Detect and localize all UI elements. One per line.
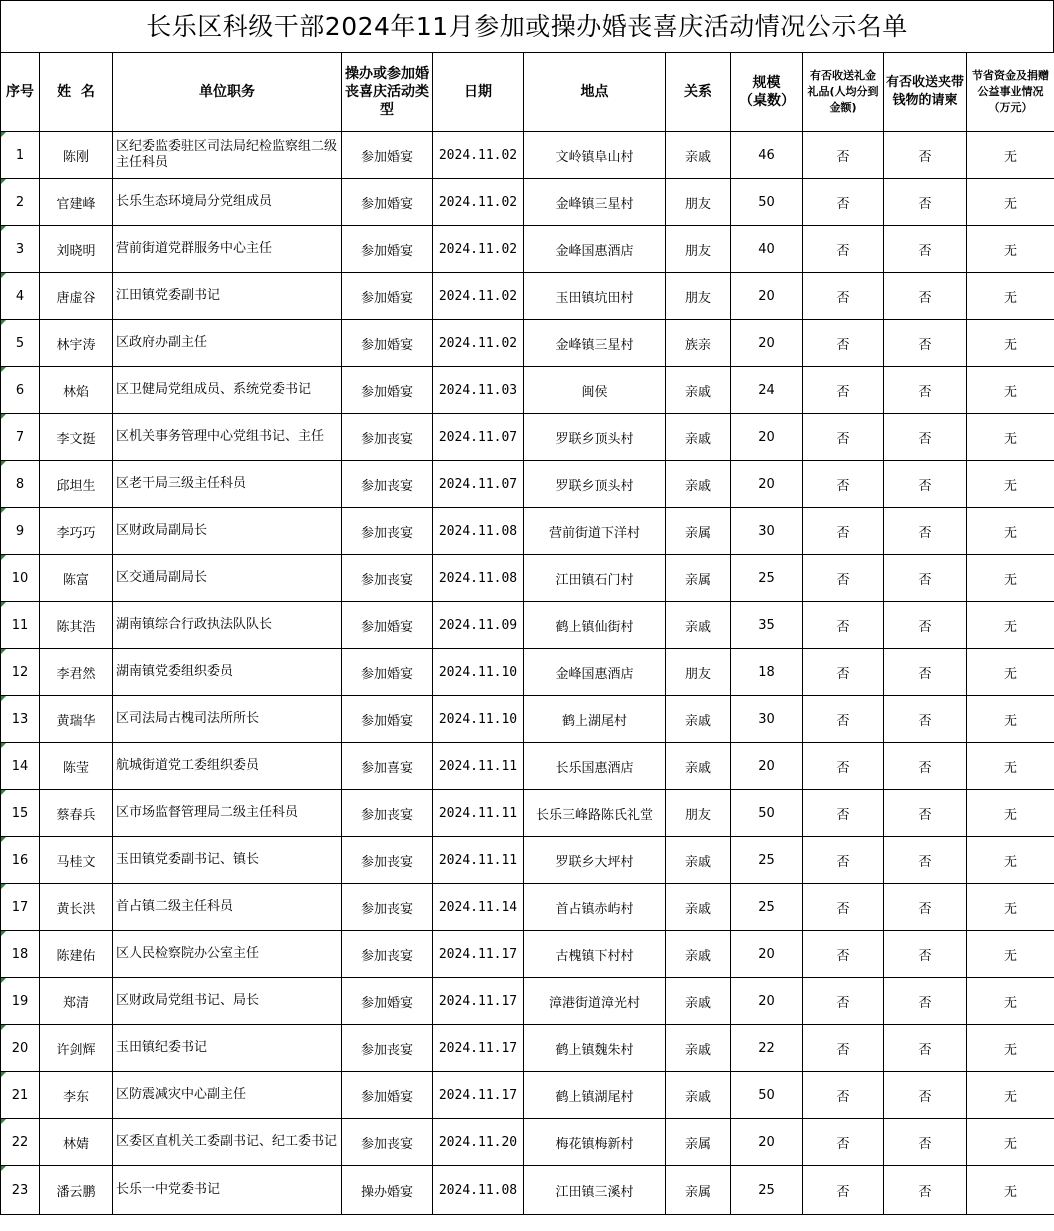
cell-relation: 亲戚 bbox=[666, 461, 731, 508]
cell-name: 官建峰 bbox=[40, 179, 113, 226]
table-row bbox=[1, 508, 1054, 555]
cell-money: 否 bbox=[884, 555, 967, 602]
cell-name: 陈建佑 bbox=[40, 931, 113, 978]
cell-scale: 20 bbox=[731, 1119, 803, 1166]
cell-name: 唐虚谷 bbox=[40, 273, 113, 320]
cell-savings: 无 bbox=[967, 1166, 1054, 1215]
cell-type: 参加婚宴 bbox=[342, 226, 433, 273]
cell-savings: 无 bbox=[967, 273, 1054, 320]
cell-gift: 否 bbox=[803, 884, 884, 931]
cell-money: 否 bbox=[884, 414, 967, 461]
cell-location: 长乐三峰路陈氏礼堂 bbox=[524, 790, 666, 837]
header-gift: 有否收送礼金礼品(人均分到金额) bbox=[803, 53, 884, 132]
cell-index: 5 bbox=[1, 320, 40, 367]
cell-position: 长乐一中党委书记 bbox=[113, 1166, 342, 1215]
table-row bbox=[1, 696, 1054, 743]
cell-name: 李文挺 bbox=[40, 414, 113, 461]
cell-date: 2024.11.08 bbox=[433, 555, 524, 602]
cell-relation: 亲戚 bbox=[666, 1025, 731, 1072]
cell-relation: 朋友 bbox=[666, 273, 731, 320]
cell-position: 区老干局三级主任科员 bbox=[113, 461, 342, 508]
cell-name: 潘云鹏 bbox=[40, 1166, 113, 1215]
cell-location: 罗联乡顶头村 bbox=[524, 461, 666, 508]
cell-index: 17 bbox=[1, 884, 40, 931]
table-row bbox=[1, 649, 1054, 696]
cell-gift: 否 bbox=[803, 461, 884, 508]
table-row bbox=[1, 367, 1054, 414]
cell-position: 区财政局党组书记、局长 bbox=[113, 978, 342, 1025]
table-row bbox=[1, 1166, 1054, 1215]
cell-relation: 亲戚 bbox=[666, 132, 731, 179]
cell-relation: 亲戚 bbox=[666, 978, 731, 1025]
cell-location: 鹤上镇湖尾村 bbox=[524, 1072, 666, 1119]
cell-relation: 朋友 bbox=[666, 790, 731, 837]
cell-date: 2024.11.17 bbox=[433, 1025, 524, 1072]
cell-date: 2024.11.02 bbox=[433, 273, 524, 320]
cell-index: 10 bbox=[1, 555, 40, 602]
cell-index: 4 bbox=[1, 273, 40, 320]
cell-date: 2024.11.07 bbox=[433, 414, 524, 461]
cell-position: 长乐生态环境局分党组成员 bbox=[113, 179, 342, 226]
table-row bbox=[1, 602, 1054, 649]
cell-type: 参加丧宴 bbox=[342, 837, 433, 884]
cell-name: 李君然 bbox=[40, 649, 113, 696]
cell-date: 2024.11.02 bbox=[433, 320, 524, 367]
cell-money: 否 bbox=[884, 743, 967, 790]
cell-type: 参加丧宴 bbox=[342, 884, 433, 931]
cell-position: 玉田镇纪委书记 bbox=[113, 1025, 342, 1072]
cell-position: 湖南镇综合行政执法队队长 bbox=[113, 602, 342, 649]
cell-scale: 20 bbox=[731, 273, 803, 320]
cell-index: 3 bbox=[1, 226, 40, 273]
cell-savings: 无 bbox=[967, 320, 1054, 367]
cell-position: 区市场监督管理局二级主任科员 bbox=[113, 790, 342, 837]
cell-money: 否 bbox=[884, 179, 967, 226]
page-title: 长乐区科级干部2024年11月参加或操办婚丧喜庆活动情况公示名单 bbox=[0, 0, 1054, 52]
cell-location: 罗联乡大坪村 bbox=[524, 837, 666, 884]
cell-gift: 否 bbox=[803, 649, 884, 696]
cell-date: 2024.11.11 bbox=[433, 837, 524, 884]
cell-location: 梅花镇梅新村 bbox=[524, 1119, 666, 1166]
cell-gift: 否 bbox=[803, 1025, 884, 1072]
cell-savings: 无 bbox=[967, 790, 1054, 837]
cell-location: 首占镇赤屿村 bbox=[524, 884, 666, 931]
cell-money: 否 bbox=[884, 1166, 967, 1215]
cell-index: 7 bbox=[1, 414, 40, 461]
cell-savings: 无 bbox=[967, 179, 1054, 226]
cell-location: 文岭镇阜山村 bbox=[524, 132, 666, 179]
cell-money: 否 bbox=[884, 320, 967, 367]
cell-gift: 否 bbox=[803, 367, 884, 414]
cell-position: 区委区直机关工委副书记、纪工委书记 bbox=[113, 1119, 342, 1166]
cell-position: 区交通局副局长 bbox=[113, 555, 342, 602]
table-row bbox=[1, 555, 1054, 602]
cell-savings: 无 bbox=[967, 978, 1054, 1025]
cell-relation: 亲戚 bbox=[666, 1072, 731, 1119]
cell-scale: 50 bbox=[731, 790, 803, 837]
header-index: 序号 bbox=[1, 53, 40, 132]
cell-money: 否 bbox=[884, 884, 967, 931]
cell-name: 马桂文 bbox=[40, 837, 113, 884]
cell-name: 李东 bbox=[40, 1072, 113, 1119]
cell-location: 古槐镇下村村 bbox=[524, 931, 666, 978]
cell-type: 参加婚宴 bbox=[342, 1072, 433, 1119]
cell-position: 湖南镇党委组织委员 bbox=[113, 649, 342, 696]
cell-scale: 25 bbox=[731, 1166, 803, 1215]
cell-date: 2024.11.17 bbox=[433, 1072, 524, 1119]
cell-money: 否 bbox=[884, 1072, 967, 1119]
cell-type: 参加丧宴 bbox=[342, 790, 433, 837]
cell-money: 否 bbox=[884, 696, 967, 743]
cell-scale: 50 bbox=[731, 179, 803, 226]
cell-name: 陈其浩 bbox=[40, 602, 113, 649]
cell-index: 14 bbox=[1, 743, 40, 790]
cell-gift: 否 bbox=[803, 790, 884, 837]
table-header-row bbox=[1, 53, 1054, 132]
cell-scale: 20 bbox=[731, 414, 803, 461]
cell-position: 首占镇二级主任科员 bbox=[113, 884, 342, 931]
table-row bbox=[1, 1072, 1054, 1119]
cell-date: 2024.11.11 bbox=[433, 790, 524, 837]
cell-index: 20 bbox=[1, 1025, 40, 1072]
cell-name: 许剑辉 bbox=[40, 1025, 113, 1072]
cell-money: 否 bbox=[884, 367, 967, 414]
cell-position: 航城街道党工委组织委员 bbox=[113, 743, 342, 790]
cell-relation: 亲属 bbox=[666, 508, 731, 555]
cell-position: 区司法局古槐司法所所长 bbox=[113, 696, 342, 743]
cell-gift: 否 bbox=[803, 1072, 884, 1119]
cell-type: 参加丧宴 bbox=[342, 1025, 433, 1072]
cell-name: 陈刚 bbox=[40, 132, 113, 179]
cell-date: 2024.11.10 bbox=[433, 649, 524, 696]
cell-scale: 25 bbox=[731, 884, 803, 931]
cell-savings: 无 bbox=[967, 743, 1054, 790]
cell-location: 江田镇三溪村 bbox=[524, 1166, 666, 1215]
cell-index: 23 bbox=[1, 1166, 40, 1215]
cell-money: 否 bbox=[884, 461, 967, 508]
table-row bbox=[1, 132, 1054, 179]
cell-location: 金峰镇三星村 bbox=[524, 179, 666, 226]
cell-index: 2 bbox=[1, 179, 40, 226]
table-row bbox=[1, 320, 1054, 367]
cell-gift: 否 bbox=[803, 320, 884, 367]
cell-location: 营前街道下洋村 bbox=[524, 508, 666, 555]
cell-scale: 30 bbox=[731, 696, 803, 743]
table-row bbox=[1, 790, 1054, 837]
cell-position: 区卫健局党组成员、系统党委书记 bbox=[113, 367, 342, 414]
table-row bbox=[1, 226, 1054, 273]
cell-index: 1 bbox=[1, 132, 40, 179]
cell-name: 陈富 bbox=[40, 555, 113, 602]
header-date: 日期 bbox=[433, 53, 524, 132]
cell-type: 参加丧宴 bbox=[342, 461, 433, 508]
cell-money: 否 bbox=[884, 273, 967, 320]
cell-scale: 35 bbox=[731, 602, 803, 649]
header-scale: 规模（桌数） bbox=[731, 53, 803, 132]
table-row bbox=[1, 743, 1054, 790]
cell-scale: 20 bbox=[731, 978, 803, 1025]
header-money: 有否收送夹带钱物的请柬 bbox=[884, 53, 967, 132]
cell-position: 营前街道党群服务中心主任 bbox=[113, 226, 342, 273]
cell-savings: 无 bbox=[967, 414, 1054, 461]
cell-date: 2024.11.08 bbox=[433, 508, 524, 555]
cell-money: 否 bbox=[884, 978, 967, 1025]
table-row bbox=[1, 179, 1054, 226]
cell-money: 否 bbox=[884, 602, 967, 649]
cell-relation: 亲戚 bbox=[666, 884, 731, 931]
cell-money: 否 bbox=[884, 649, 967, 696]
cell-money: 否 bbox=[884, 132, 967, 179]
cell-name: 郑清 bbox=[40, 978, 113, 1025]
cell-relation: 亲戚 bbox=[666, 931, 731, 978]
cell-name: 蔡春兵 bbox=[40, 790, 113, 837]
cell-position: 玉田镇党委副书记、镇长 bbox=[113, 837, 342, 884]
cell-position: 区政府办副主任 bbox=[113, 320, 342, 367]
cell-location: 金峰镇三星村 bbox=[524, 320, 666, 367]
header-name: 姓 名 bbox=[40, 53, 113, 132]
cell-savings: 无 bbox=[967, 1072, 1054, 1119]
cell-type: 参加丧宴 bbox=[342, 931, 433, 978]
cell-gift: 否 bbox=[803, 414, 884, 461]
cell-date: 2024.11.08 bbox=[433, 1166, 524, 1215]
table-row bbox=[1, 837, 1054, 884]
cell-gift: 否 bbox=[803, 179, 884, 226]
cell-location: 金峰国惠酒店 bbox=[524, 226, 666, 273]
cell-position: 区纪委监委驻区司法局纪检监察组二级主任科员 bbox=[113, 132, 342, 179]
cell-position: 区防震减灾中心副主任 bbox=[113, 1072, 342, 1119]
table-row bbox=[1, 978, 1054, 1025]
officials-table bbox=[0, 52, 1054, 1215]
table-row bbox=[1, 884, 1054, 931]
header-savings: 节省资金及捐赠公益事业情况（万元） bbox=[967, 53, 1054, 132]
cell-date: 2024.11.07 bbox=[433, 461, 524, 508]
cell-type: 参加丧宴 bbox=[342, 414, 433, 461]
cell-position: 江田镇党委副书记 bbox=[113, 273, 342, 320]
cell-index: 9 bbox=[1, 508, 40, 555]
cell-type: 参加喜宴 bbox=[342, 743, 433, 790]
cell-relation: 朋友 bbox=[666, 649, 731, 696]
cell-index: 13 bbox=[1, 696, 40, 743]
cell-scale: 22 bbox=[731, 1025, 803, 1072]
cell-name: 邱坦生 bbox=[40, 461, 113, 508]
cell-gift: 否 bbox=[803, 1166, 884, 1215]
cell-gift: 否 bbox=[803, 226, 884, 273]
cell-index: 21 bbox=[1, 1072, 40, 1119]
cell-location: 玉田镇坑田村 bbox=[524, 273, 666, 320]
cell-location: 长乐国惠酒店 bbox=[524, 743, 666, 790]
cell-name: 林宇涛 bbox=[40, 320, 113, 367]
cell-gift: 否 bbox=[803, 132, 884, 179]
cell-relation: 亲戚 bbox=[666, 367, 731, 414]
cell-scale: 46 bbox=[731, 132, 803, 179]
cell-savings: 无 bbox=[967, 931, 1054, 978]
cell-index: 11 bbox=[1, 602, 40, 649]
cell-position: 区机关事务管理中心党组书记、主任 bbox=[113, 414, 342, 461]
cell-type: 参加婚宴 bbox=[342, 273, 433, 320]
cell-name: 陈莹 bbox=[40, 743, 113, 790]
cell-name: 林焰 bbox=[40, 367, 113, 414]
cell-name: 黄长洪 bbox=[40, 884, 113, 931]
cell-scale: 25 bbox=[731, 837, 803, 884]
cell-relation: 亲戚 bbox=[666, 602, 731, 649]
cell-index: 19 bbox=[1, 978, 40, 1025]
table-row bbox=[1, 414, 1054, 461]
cell-savings: 无 bbox=[967, 696, 1054, 743]
cell-date: 2024.11.02 bbox=[433, 226, 524, 273]
cell-money: 否 bbox=[884, 1119, 967, 1166]
cell-location: 闽侯 bbox=[524, 367, 666, 414]
cell-relation: 亲戚 bbox=[666, 743, 731, 790]
header-location: 地点 bbox=[524, 53, 666, 132]
cell-relation: 亲戚 bbox=[666, 414, 731, 461]
cell-gift: 否 bbox=[803, 837, 884, 884]
cell-index: 12 bbox=[1, 649, 40, 696]
cell-savings: 无 bbox=[967, 602, 1054, 649]
cell-gift: 否 bbox=[803, 696, 884, 743]
cell-savings: 无 bbox=[967, 367, 1054, 414]
cell-location: 漳港街道漳光村 bbox=[524, 978, 666, 1025]
cell-relation: 亲戚 bbox=[666, 837, 731, 884]
cell-gift: 否 bbox=[803, 978, 884, 1025]
cell-gift: 否 bbox=[803, 273, 884, 320]
cell-money: 否 bbox=[884, 837, 967, 884]
cell-type: 参加婚宴 bbox=[342, 696, 433, 743]
cell-scale: 25 bbox=[731, 555, 803, 602]
cell-location: 鹤上湖尾村 bbox=[524, 696, 666, 743]
cell-type: 参加婚宴 bbox=[342, 132, 433, 179]
cell-savings: 无 bbox=[967, 1025, 1054, 1072]
table-row bbox=[1, 461, 1054, 508]
cell-money: 否 bbox=[884, 508, 967, 555]
cell-scale: 30 bbox=[731, 508, 803, 555]
cell-date: 2024.11.11 bbox=[433, 743, 524, 790]
cell-type: 参加婚宴 bbox=[342, 320, 433, 367]
cell-money: 否 bbox=[884, 226, 967, 273]
cell-type: 参加婚宴 bbox=[342, 179, 433, 226]
cell-type: 参加婚宴 bbox=[342, 649, 433, 696]
cell-date: 2024.11.02 bbox=[433, 132, 524, 179]
cell-gift: 否 bbox=[803, 743, 884, 790]
cell-savings: 无 bbox=[967, 649, 1054, 696]
cell-date: 2024.11.20 bbox=[433, 1119, 524, 1166]
cell-gift: 否 bbox=[803, 602, 884, 649]
cell-relation: 族亲 bbox=[666, 320, 731, 367]
table-row bbox=[1, 1119, 1054, 1166]
cell-savings: 无 bbox=[967, 555, 1054, 602]
cell-date: 2024.11.10 bbox=[433, 696, 524, 743]
cell-index: 22 bbox=[1, 1119, 40, 1166]
cell-scale: 20 bbox=[731, 931, 803, 978]
cell-name: 李巧巧 bbox=[40, 508, 113, 555]
cell-scale: 50 bbox=[731, 1072, 803, 1119]
cell-index: 18 bbox=[1, 931, 40, 978]
cell-type: 参加丧宴 bbox=[342, 1119, 433, 1166]
cell-money: 否 bbox=[884, 931, 967, 978]
cell-savings: 无 bbox=[967, 461, 1054, 508]
cell-gift: 否 bbox=[803, 1119, 884, 1166]
cell-name: 林婧 bbox=[40, 1119, 113, 1166]
cell-date: 2024.11.17 bbox=[433, 978, 524, 1025]
cell-date: 2024.11.17 bbox=[433, 931, 524, 978]
cell-gift: 否 bbox=[803, 555, 884, 602]
cell-savings: 无 bbox=[967, 837, 1054, 884]
cell-scale: 40 bbox=[731, 226, 803, 273]
header-type: 操办或参加婚丧喜庆活动类型 bbox=[342, 53, 433, 132]
cell-date: 2024.11.09 bbox=[433, 602, 524, 649]
cell-location: 鹤上镇魏朱村 bbox=[524, 1025, 666, 1072]
cell-name: 刘晓明 bbox=[40, 226, 113, 273]
cell-relation: 朋友 bbox=[666, 179, 731, 226]
cell-type: 参加丧宴 bbox=[342, 555, 433, 602]
cell-relation: 亲属 bbox=[666, 1119, 731, 1166]
cell-scale: 20 bbox=[731, 320, 803, 367]
table-row bbox=[1, 1025, 1054, 1072]
cell-index: 15 bbox=[1, 790, 40, 837]
cell-type: 操办婚宴 bbox=[342, 1166, 433, 1215]
cell-index: 6 bbox=[1, 367, 40, 414]
table-row bbox=[1, 931, 1054, 978]
cell-money: 否 bbox=[884, 1025, 967, 1072]
cell-type: 参加婚宴 bbox=[342, 602, 433, 649]
cell-savings: 无 bbox=[967, 884, 1054, 931]
cell-gift: 否 bbox=[803, 931, 884, 978]
cell-savings: 无 bbox=[967, 226, 1054, 273]
cell-type: 参加婚宴 bbox=[342, 978, 433, 1025]
header-relation: 关系 bbox=[666, 53, 731, 132]
cell-date: 2024.11.03 bbox=[433, 367, 524, 414]
cell-money: 否 bbox=[884, 790, 967, 837]
cell-gift: 否 bbox=[803, 508, 884, 555]
cell-location: 罗联乡顶头村 bbox=[524, 414, 666, 461]
cell-date: 2024.11.02 bbox=[433, 179, 524, 226]
cell-position: 区财政局副局长 bbox=[113, 508, 342, 555]
header-position: 单位职务 bbox=[113, 53, 342, 132]
cell-scale: 18 bbox=[731, 649, 803, 696]
cell-date: 2024.11.14 bbox=[433, 884, 524, 931]
cell-location: 鹤上镇仙街村 bbox=[524, 602, 666, 649]
cell-savings: 无 bbox=[967, 132, 1054, 179]
cell-index: 8 bbox=[1, 461, 40, 508]
cell-type: 参加丧宴 bbox=[342, 508, 433, 555]
cell-relation: 朋友 bbox=[666, 226, 731, 273]
cell-relation: 亲属 bbox=[666, 1166, 731, 1215]
cell-scale: 24 bbox=[731, 367, 803, 414]
cell-type: 参加婚宴 bbox=[342, 367, 433, 414]
cell-savings: 无 bbox=[967, 508, 1054, 555]
cell-savings: 无 bbox=[967, 1119, 1054, 1166]
cell-scale: 20 bbox=[731, 743, 803, 790]
table-row bbox=[1, 273, 1054, 320]
cell-scale: 20 bbox=[731, 461, 803, 508]
cell-index: 16 bbox=[1, 837, 40, 884]
cell-relation: 亲属 bbox=[666, 555, 731, 602]
cell-name: 黄瑞华 bbox=[40, 696, 113, 743]
cell-location: 金峰国惠酒店 bbox=[524, 649, 666, 696]
cell-location: 江田镇石门村 bbox=[524, 555, 666, 602]
cell-relation: 亲戚 bbox=[666, 696, 731, 743]
table-body bbox=[1, 132, 1054, 1215]
cell-position: 区人民检察院办公室主任 bbox=[113, 931, 342, 978]
